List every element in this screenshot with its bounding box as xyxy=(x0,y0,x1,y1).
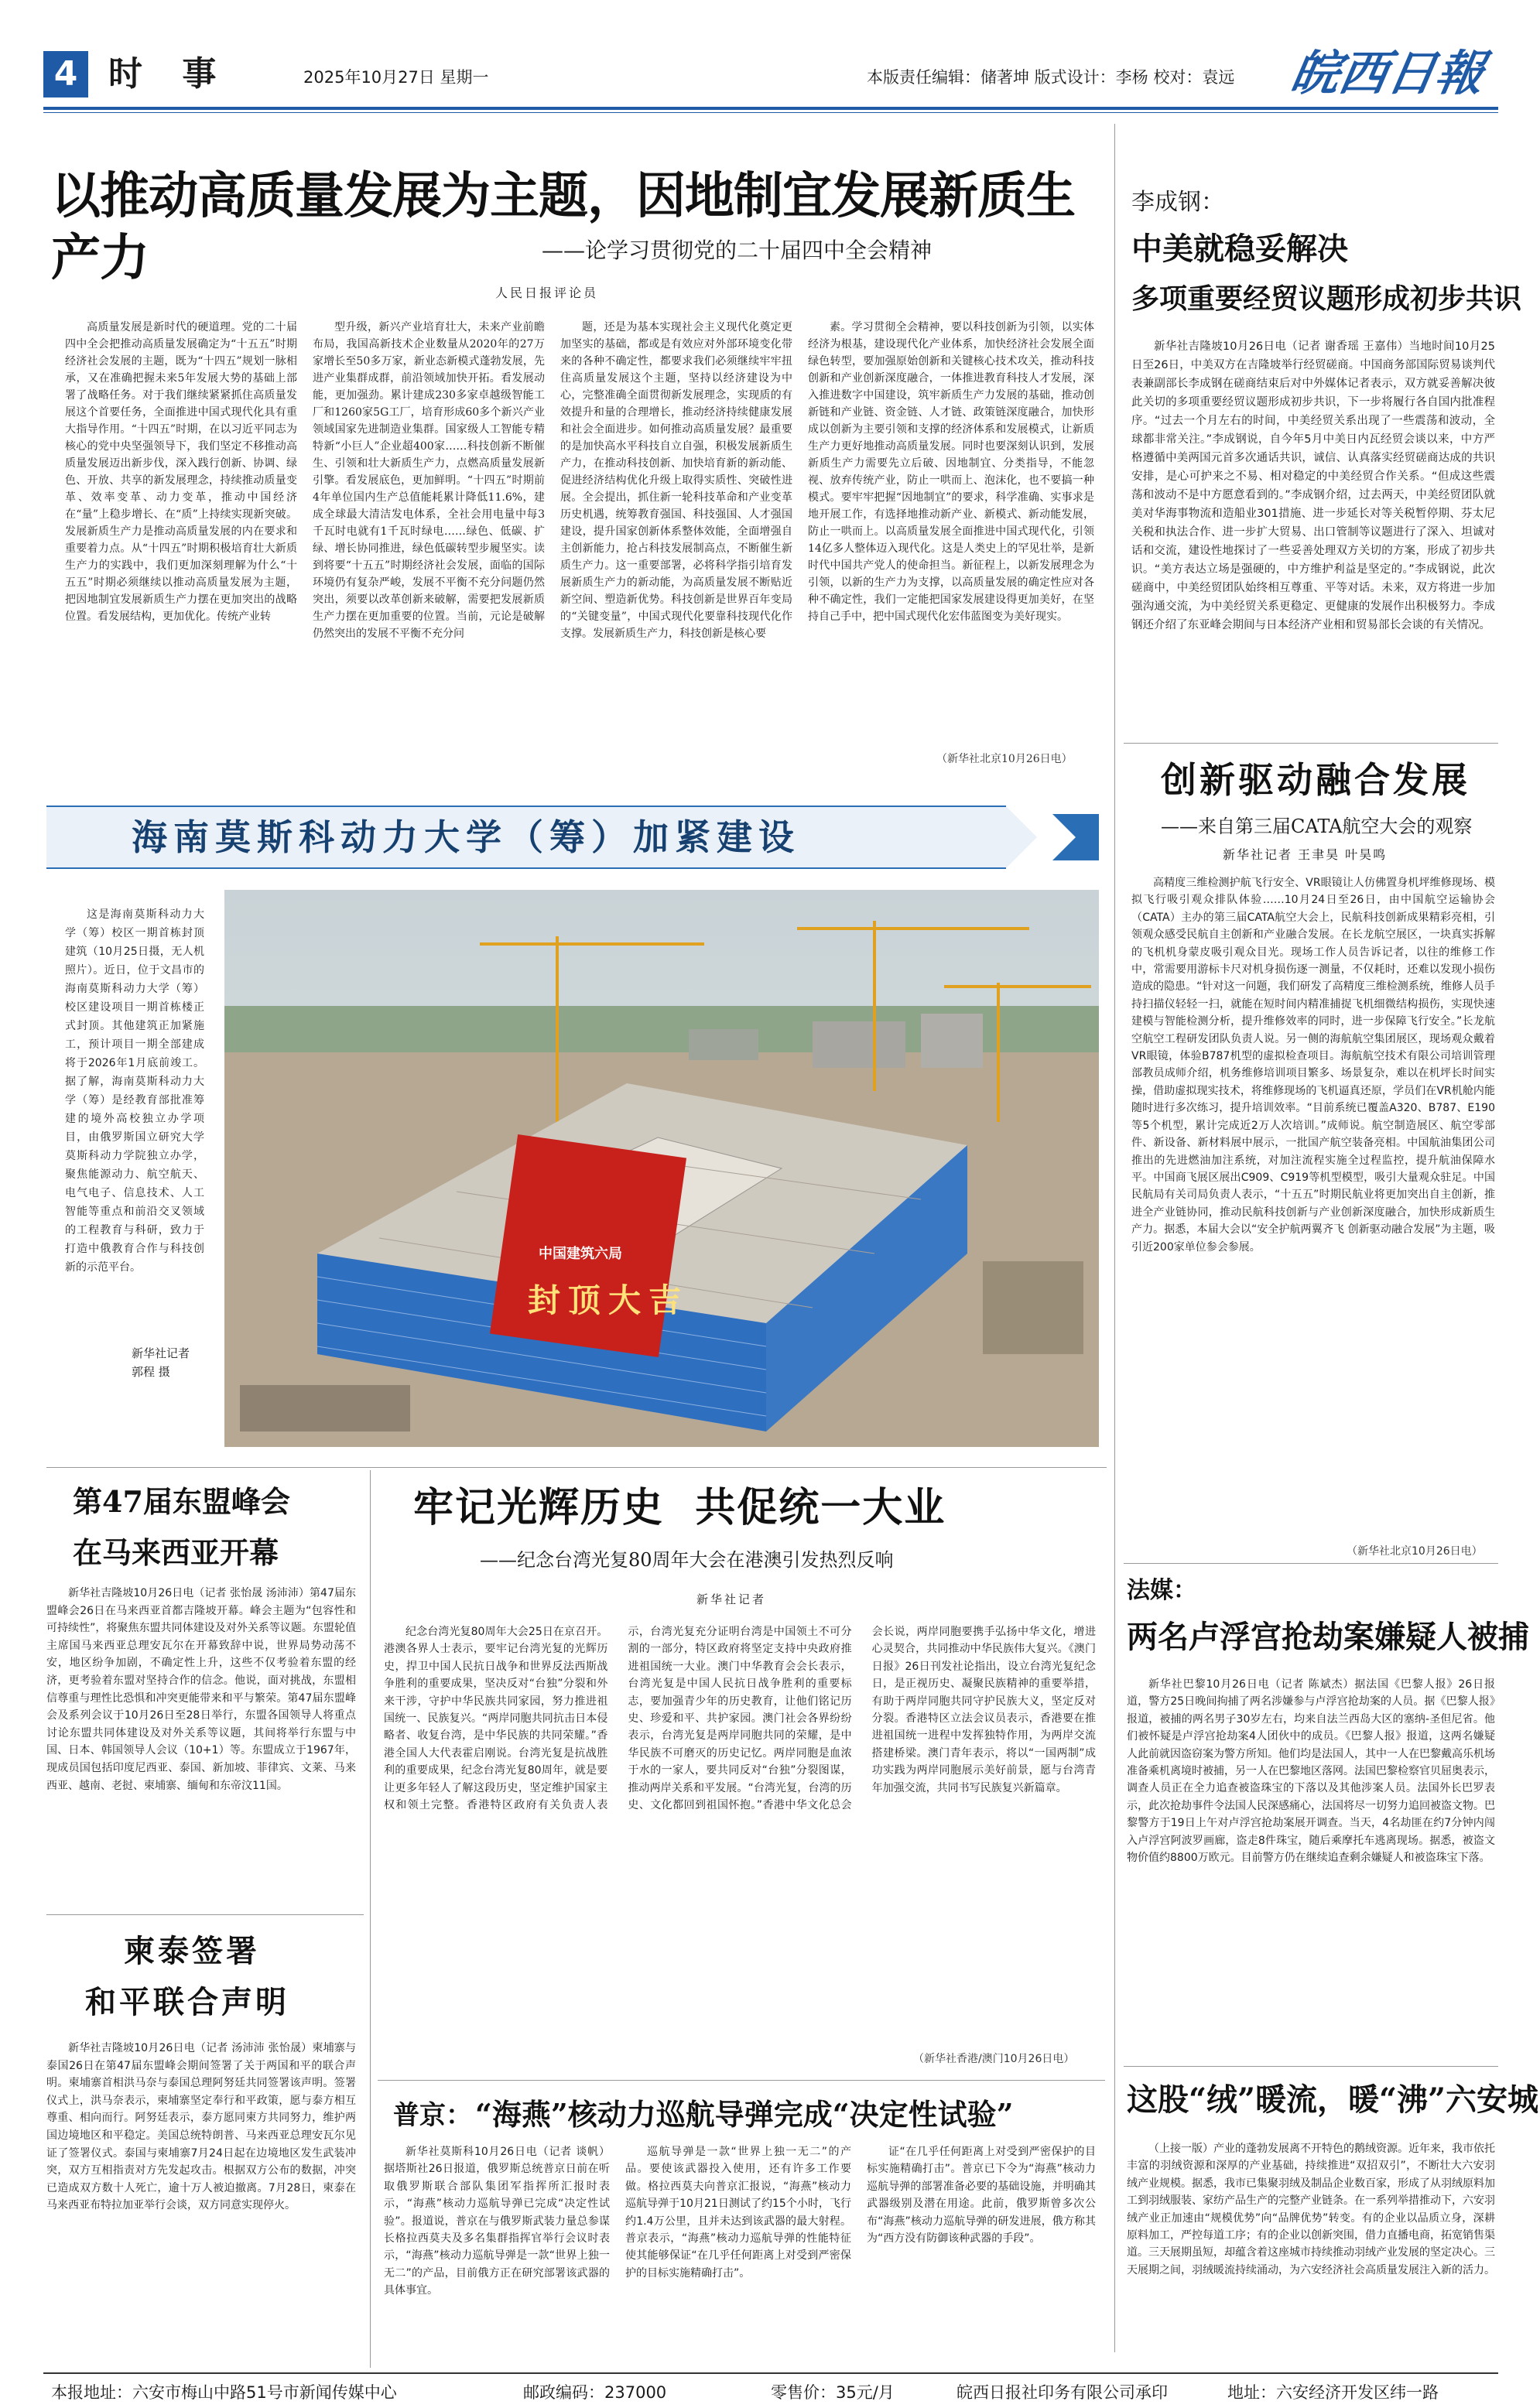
lead-column-2: 型升级，新兴产业培育壮大，未来产业前瞻布局，我国高新技术企业数量从2020年的27万家增长至50多万家，新业态新模式蓬勃发展，先进产业集群成群，前沿领域加快开拓。看发展动能，更加强劲。累计建成230多家卓越级智能工厂和1260家5G工厂，培育形成60多个新兴产业领域国家先进制造业集群。国家级人工智能专精特新“小巨人”企业超400家……科技创新不断催生、引领和壮大新质生产力，点燃高质量发展新引擎。看发展底色，更加鲜明。“十四五”时期前4年单位国内生产总值能耗累计降低11.6%，建成全球最大清洁发电体系，全社会用电量中每3千瓦时电就有1千瓦时绿电……绿色、低碳、扩绿、增长协同推进，绿色低碳转型步履坚实。读到将要“十五五”时期经济社会发展，面临的国际环境仍有复杂严峻，发展不平衡不充分问题仍然突出，须要以改革创新来破解，需要把发展新质生产力摆在更加重要的位置。当前，元论是破解仍然突出的发展不平衡不充分问 xyxy=(313,321,545,640)
lead-byline: 人民日报评论员 xyxy=(495,286,599,300)
footer-address: 本报地址：六安市梅山中路51号市新闻传媒中心 xyxy=(51,2383,397,2402)
thai-headline-1: 柬泰签署 xyxy=(124,1933,260,1969)
lead-source: （新华社北京10月26日电） xyxy=(936,753,1073,765)
divider xyxy=(46,1914,364,1915)
cata-headline: 创新驱动融合发展 xyxy=(1161,759,1470,801)
section-name: 时 事 xyxy=(108,54,231,94)
louvre-body: 新华社巴黎10月26日电（记者 陈斌杰）据法国《巴黎人报》26日报道，警方25日晚间拘捕了两名涉嫌参与卢浮宫抢劫案的人员。据《巴黎人报》报道，被捕的两名男子30岁左右，均来自法兰西岛大区的塞纳-圣但尼省。他们被怀疑是卢浮宫抢劫案4人团伙中的成员。《巴黎人报》报道，这两名嫌疑人此前就因盗窃案为警方所知。他们均是法国人，其中一人在巴黎戴高乐机场准备乘机离境时被捕，另一人在巴黎地区落网。法国巴黎检察官贝屈奥表示，调查人员正在全力追查被盗珠宝的下落以及其他涉案人员。法国外长巴罗表示，此次抢劫事件令法国人民深感痛心，法国将尽一切努力追回被盗文物。巴黎警方于19日上午对卢浮宫抢劫案展开调查。当天，4名劫匪在约7分钟内闯入卢浮宫阿波罗画廊，盗走8件珠宝，随后乘摩托车逃离现场。据悉，被盗文物价值约8800万欧元。目前警方仍在继续追查剩余嫌疑人和被盗珠宝下落。 xyxy=(1127,1678,1495,1865)
asean-headline-1: 第47届东盟峰会 xyxy=(73,1484,290,1519)
missile-column-3: 证“在几乎任何距离上对受到严密保护的目标实施精确打击”。普京已下令为“海燕”核动力巡航导弹的部署准备必要的基础设施，并明确其武器级别及潜在用途。此前，俄罗斯曾多次公布“海燕”核动力巡航导弹的研发进展，俄方称其为“西方没有防御该种武器的手段”。 xyxy=(867,2146,1096,2246)
divider xyxy=(1124,2066,1498,2067)
taiwan-byline: 新华社记者 xyxy=(696,1592,767,1606)
footer-rule xyxy=(43,2372,1498,2374)
missile-headline: “海燕”核动力巡航导弹完成“决定性试验” xyxy=(475,2097,1014,2132)
down-body: （上接一版）产业的蓬勃发展离不开特色的鹅绒资源。近年来，我市依托丰富的羽绒资源和深厚的产业基础，持续推进“双招双引”，不断壮大六安羽绒产业规模。据悉，我市已集聚羽绒及制品企业数百家，形成了从羽绒原料加工到羽绒服装、家纺产品生产的完整产业链条。在一系列举措推动下，六安羽绒产业正加速由“规模优势”向“品牌优势”转变。有的企业以品质立身，深耕原料加工，严控每道工序；有的企业以创新突围，借力直播电商，拓宽销售渠道。三天展期虽短，却蕴含着这座城市持续推动羽绒产业发展的坚定决心。三天展期之间，羽绒暖流持续涌动，为六安经济社会高质量发展注入新的活力。 xyxy=(1127,2143,1495,2276)
asean-headline-2: 在马来西亚开幕 xyxy=(73,1535,279,1570)
asean-body: 新华社吉隆坡10月26日电（记者 张怡晟 汤沛沛）第47届东盟峰会26日在马来西亚首都吉隆坡开幕。峰会主题为“包容性和可持续性”，将聚焦东盟共同体建设及对外关系等议题。东盟轮值主席国马来西亚总理安瓦尔在开幕致辞中说，世界局势动荡不安，地区纷争加剧，不确定性上升，这些不仅考验着东盟的经济，更考验着东盟对坚持合作的信念。他说，面对挑战，东盟相信尊重与理性比恐惧和冲突更能带来和平与繁荣。第47届东盟峰会及系列会议于10月26日至28日举行，东盟各国领导人将重点讨论东盟共同体建设及对外关系等议题，其间将举行东盟与中国、日本、韩国领导人会议（10+1）等。东盟成立于1967年，现成员国包括印度尼西亚、泰国、新加坡、菲律宾、文莱、马来西亚、越南、老挝、柬埔寨、缅甸和东帝汶11国。 xyxy=(46,1587,356,1792)
missile-column-1: 新华社莫斯科10月26日电（记者 谈帆）据塔斯社26日报道，俄罗斯总统普京日前在听取俄罗斯联合部队集团军指挥所汇报时表示，“海燕”核动力巡航导弹已完成“决定性试验”。报道说，普京在与俄罗斯武装力量总参谋长格拉西莫夫及多名集群指挥官举行会议时表示，“海燕”核动力巡航导弹是一款“世界上独一无二”的产品，目前俄方正在研究部署该武器的具体事宜。 xyxy=(384,2146,610,2297)
divider xyxy=(1124,1563,1498,1564)
thai-body: 新华社吉隆坡10月26日电（记者 汤沛沛 张怡晟）柬埔寨与泰国26日在第47届东盟峰会期间签署了关于两国和平的联合声明。柬埔寨首相洪马奈与泰国总理阿努廷共同签署该声明。签署仪式上，洪马奈表示，柬埔寨坚定奉行和平政策，愿与泰方相互尊重、相向而行。阿努廷表示，泰方愿同柬方共同努力，维护两国边境地区和平稳定。美国总统特朗普、马来西亚总理安瓦尔见证了签署仪式。泰国与柬埔寨7月24日起在边境地区发生武装冲突，双方互相指责对方先发起攻击。根据双方公布的数据，冲突已造成双方数十人死亡，逾十万人被迫撤离。7月28日，柬泰在马来西亚布特拉加亚举行会谈，双方同意实现停火。 xyxy=(46,2042,356,2212)
photo-caption: 这是海南莫斯科动力大学（筹）校区一期首栋封顶建筑（10月25日摄，无人机照片）。近日，位于文昌市的海南莫斯科动力大学（筹）校区建设项目一期首栋楼正式封顶。其他建筑正加紧施工，预计项目一期全部建成将于2026年1月底前竣工。据了解，海南莫斯科动力大学（筹）是经教育部批准筹建的境外高校独立办学项目，由俄罗斯国立研究大学莫斯科动力学院独立办学，聚焦能源动力、航空航天、电气电子、信息技术、人工智能等重点和前沿交叉领域的工程教育与科研，致力于打造中俄教育合作与科技创新的示范平台。 xyxy=(65,908,204,1274)
photo-story-title: 海南莫斯科动力大学（筹）加紧建设 xyxy=(132,816,800,858)
lcg-body: 新华社吉隆坡10月26日电（记者 谢香瑶 王嘉伟）当地时间10月25日至26日，中美双方在吉隆坡举行经贸磋商。中国商务部国际贸易谈判代表兼副部长李成钢在磋商结束后对中外媒体记者表示，双方就妥善解决彼此关切的多项重要经贸议题形成初步共识，下一步将履行各自国内批准程序。“过去一个月左右的时间，中美经贸关系出现了一些震荡和波动，全球都非常关注。”李成钢说，自今年5月中美日内瓦经贸会谈以来，中方严格遵循中美两国元首多次通话共识，诚信、认真落实经贸磋商达成的共识安排，是心可护来之不易、相对稳定的中美经贸合作关系。“但成这些震荡和波动不是中方愿意看到的。”李成钢介绍，过去两天，中美经贸团队就美对华海事物流和造船业301措施、进一步延长对等关税暂停期、芬太尼关税和执法合作、进一步扩大贸易、出口管制等议题进行了深入、坦诚对话和交流，建设性地探讨了一些妥善处理双方关切的方案，形成了初步共识。“美方表达立场是强硬的，中方维护利益是坚定的。”李成钢说，此次磋商中，中美经贸团队始终相互尊重、平等对话。未来，双方将进一步加强沟通交流，为中美经贸关系更稳定、更健康的发展作出积极努力。李成钢还介绍了东亚峰会期间与日本经济产业相和贸易部长会谈的有关情况。 xyxy=(1131,340,1495,631)
footer-print-address: 地址：六安经济开发区纬一路 xyxy=(1227,2383,1439,2402)
svg-text:皖西日報: 皖西日報 xyxy=(1286,44,1489,101)
missile-column-2: 巡航导弹是一款“世界上独一无二”的产品。要使该武器投入使用，还有许多工作要做。格拉西莫夫向普京汇报说，“海燕”核动力巡航导弹于10月21日测试了约15个小时，飞行约1.4万公里，且并未达到该武器的最大射程。普京表示，“海燕”核动力巡航导弹的性能特征使其能够保证“在几乎任何距离上对受到严密保护的目标实施精确打击”。 xyxy=(625,2146,851,2280)
lead-subhead: ——论学习贯彻党的二十届四中全会精神 xyxy=(542,238,933,263)
lead-column-4: 素。学习贯彻全会精神，要以科技创新为引领，以实体经济为根基，建设现代化产业体系，加快经济社会发展全面绿色转型，要加强原始创新和关键核心技术攻关，推动科技创新和产业创新深度融合，一体推进教育科技人才发展，深入推进数字中国建设，筑牢新质生产力发展的基础，推动创新链和产业链、资金链、人才链、政策链深度融合，加快形成以创新为主要引领和支撑的经济体系和发展模式，让新质生产力更好地推动高质量发展。同时也要深刻认识到，发展新质生产力需要先立后破、因地制宜、分类指导，不能忽视、放弃传统产业，防止一哄而上、泡沫化，也不要搞一种模式。要牢牢把握“因地制宜”的要求，科学准确、实事求是地开展工作，有选择地推动新产业、新模式、新动能发展，防止一哄而上。以高质量发展全面推进中国式现代化，引领14亿多人整体迈入现代化。这是人类史上的罕见壮举，是新时代中国共产党人的使命担当。新征程上，以新发展理念为引领，以新的生产力为支撑，以高质量发展的确定性应对各种不确定性，我们一定能把国家发展建设得更加美好，在坚持自己手中，把中国式现代化宏伟蓝图变为美好现实。 xyxy=(808,321,1094,623)
photo-credit-name: 郭程 摄 xyxy=(132,1365,170,1379)
lcg-headline-1: 中美就稳妥解决 xyxy=(1131,231,1348,267)
page-number: 4 xyxy=(43,51,88,97)
cata-byline: 新华社记者 王聿昊 叶昊鸣 xyxy=(1223,847,1388,862)
taiwan-source: （新华社香港/澳门10月26日电） xyxy=(913,2053,1075,2065)
column-divider xyxy=(370,1470,371,2368)
photo-credit-agency: 新华社记者 xyxy=(132,1346,190,1360)
column-divider xyxy=(1114,124,1115,2352)
louvre-headline: 两名卢浮宫抢劫案嫌疑人被捕 xyxy=(1127,1619,1529,1655)
cata-source: （新华社北京10月26日电） xyxy=(1347,1545,1483,1558)
divider xyxy=(46,1467,1107,1468)
taiwan-body: 纪念台湾光复80周年大会25日在京召开。港澳各界人士表示，要牢记台湾光复的光辉历史，捍卫中国人民抗日战争和世界反法西斯战争胜利的重要成果，坚决反对“台独”分裂和外来干涉，守护中华民族共同家园，努力推进祖国统一、民族复兴。“两岸同胞共同抗击日本侵略者、收复台湾，是中华民族的共同荣耀。”香港全国人大代表霍启刚说。台湾光复是抗战胜利的重要成果，纪念台湾光复80周年，就是要让更多年轻人了解这段历史，坚定维护国家主权和领土完整。香港特区政府有关负责人表示，台湾光复充分证明台湾是中国领土不可分割的一部分，特区政府将坚定支持中央政府推进祖国统一大业。澳门中华教育会会长表示，台湾光复是中国人民抗日战争胜利的重要标志，要加强青少年的历史教育，让他们铭记历史、珍爱和平、共护家园。澳门社会各界纷纷表示，台湾光复是两岸同胞共同的荣耀，是中华民族不可磨灭的历史记忆。两岸同胞是血浓于水的一家人，要共同反对“台独”分裂图谋，推动两岸关系和平发展。“台湾光复，台湾的历史、文化都回到祖国怀抱。”香港中华文化总会会长说，两岸同胞要携手弘扬中华文化，增进心灵契合，共同推动中华民族伟大复兴。《澳门日报》26日刊发社论指出，设立台湾光复纪念日，是正视历史、凝聚民族精神的重要举措，有助于两岸同胞共同守护民族大义，坚定反对分裂。香港特区立法会议员表示，香港要在推进祖国统一进程中发挥独特作用，为两岸交流搭建桥梁。澳门青年表示，将以“一国两制”成功实践为两岸同胞展示美好前景，愿与台湾青年加强交流，共同书写民族复兴新篇章。 xyxy=(384,1626,1096,1812)
lead-column-1: 高质量发展是新时代的硬道理。党的二十届四中全会把推动高质量发展确定为“十五五”时期经济社会发展的主题，既为“十四五”规划一脉相承，又在准确把握未来5年发展大势的基础上部署了战略任务。对于我们继续紧紧抓住高质量发展这个首要任务，全面推进中国式现代化具有重大指导作用。“十四五”时期，在以习近平同志为核心的党中央坚强领导下，我们坚定不移推动高质量发展迈出新步伐，深入践行创新、协调、绿色、开放、共享的新发展理念，持续推动质量变革、效率变革、动力变革，推动中国经济在“量”上稳步增长、在“质”上持续实现新突破。发展新质生产力是推动高质量发展的内在要求和重要着力点。从“十四五”时期积极培育壮大新质生产力的实践中，我们更加深刻理解为什么“十五五”时期必须继续以推动高质量发展为主题，把因地制宜发展新质生产力摆在更加突出的战略位置。看发展结构，更加优化。传统产业转 xyxy=(65,321,297,623)
masthead-rule-thin xyxy=(43,112,1498,113)
banner-sign-text: 封顶大吉 xyxy=(528,1281,690,1319)
taiwan-headline: 牢记光辉历史 共促统一大业 xyxy=(413,1484,946,1531)
taiwan-subhead: ——纪念台湾光复80周年大会在港澳引发热烈反响 xyxy=(480,1549,894,1571)
cata-body: 高精度三维检测护航飞行安全、VR眼镜让人仿佛置身机坪维修现场、模拟飞行吸引观众排队体验……10月24日至26日，由中国航空运输协会（CATA）主办的第三届CATA航空大会上，民航科技创新成果精彩亮相，引领观众感受民航自主创新和产业融合发展。在长龙航空展区，一块真实拆解的飞机机身蒙皮吸引观众目光。现场工作人员告诉记者，以往的维修工作中，常需要用游标卡尺对机身损伤逐一测量，不仅耗时，还难以发现小损伤造成的隐患。“针对这一问题，我们研发了高精度三维检测系统，维修人员手持扫描仪轻轻一扫，就能在短时间内精准捕捉飞机细微结构损伤，实现快速建模与智能检测分析，提升维修效率的同时，进一步保障飞行安全。”长龙航空航空工程研发团队负责人说。另一侧的海航航空集团展区，现场观众戴着VR眼镜，体验B787机型的虚拟检查项目。海航航空技术有限公司培训管理部教员成师介绍，机务维修培训项目繁多、场景复杂，难以在机坪长时间实操，借助虚拟现实技术，将维修现场的飞机逼真还原，学员们在VR机舱内能随时进行多次练习，提升培训效率。“目前系统已覆盖A320、B787、E190等5个机型，累计完成近2万人次培训。”成师说。航空制造展区、航空零部件、新设备、新材料展中展示，一批国产航空装备亮相。中国航油集团公司推出的先进燃油加注系统，对加注流程实施全过程监控，提升航油保障水平。中国商飞展区展出C909、C919等机型模型，吸引大量观众驻足。中国民航局有关司局负责人表示，“十五五”时期民航业将更加突出自主创新，推进全产业链协同，推动民航科技创新与产业创新深度融合，加快形成新质生产力。据悉，本届大会以“安全护航两翼齐飞 创新驱动融合发展”为主题，吸引近200家单位参会参展。 xyxy=(1131,877,1495,1254)
banner-sign-top: 中国建筑六局 xyxy=(539,1246,622,1262)
construction-site-photo xyxy=(224,890,1099,1447)
louvre-kicker: 法媒： xyxy=(1127,1577,1196,1604)
footer-postcode: 邮政编码：237000 xyxy=(523,2383,667,2402)
divider xyxy=(1124,743,1498,744)
footer-printer: 皖西日报社印务有限公司承印 xyxy=(957,2383,1168,2402)
thai-headline-2: 和平联合声明 xyxy=(85,1984,289,2020)
footer-price: 零售价：35元/月 xyxy=(771,2383,895,2402)
lead-column-3: 题，还是为基本实现社会主义现代化奠定更加坚实的基础，都或是有效应对外部环境变化带来的各种不确定性，都要求我们必须继续牢牢扭住高质量发展这个主题，坚持以经济建设为中心，完整准确全面贯彻新发展理念，实现质的有效提升和量的合理增长，推动经济持续健康发展和社会全面进步。如何推动高质量发展？最重要的是加快高水平科技自立自强，积极发展新质生产力，在推动科技创新、加快培育新的新动能、促进经济结构优化升级上取得实质性、突破性进展。全会提出，抓住新一轮科技革命和产业变革历史机遇，统筹教育强国、科技强国、人才强国建设，提升国家创新体系整体效能，全面增强自主创新能力，抢占科技发展制高点，不断催生新质生产力。这一重要部署，必将科学指引培育发展新质生产力的新动能，为高质量发展不断贴近新空间、塑造新优势。科技创新是世界百年变局的“关键变量”，中国式现代化要靠科技现代化作支撑。发展新质生产力，科技创新是核心要 xyxy=(560,321,792,640)
lead-headline: 以推动高质量发展为主题，因地制宜发展新质生产力 xyxy=(51,167,1075,287)
lcg-headline-2: 多项重要经贸议题形成初步共识 xyxy=(1131,282,1522,315)
masthead-rule xyxy=(43,107,1498,110)
lcg-kicker: 李成钢： xyxy=(1131,189,1224,216)
newspaper-logo xyxy=(1278,43,1507,102)
issue-date: 2025年10月27日 星期一 xyxy=(303,68,489,87)
editor-credits: 本版责任编辑：储著坤 版式设计：李杨 校对：袁远 xyxy=(867,68,1235,87)
missile-kicker: 普京： xyxy=(393,2100,472,2131)
cata-subhead: ——来自第三届CATA航空大会的观察 xyxy=(1161,816,1473,837)
divider xyxy=(378,2080,1105,2081)
down-headline: 这股“绒”暖流，暖“沸”六安城 xyxy=(1127,2081,1539,2118)
